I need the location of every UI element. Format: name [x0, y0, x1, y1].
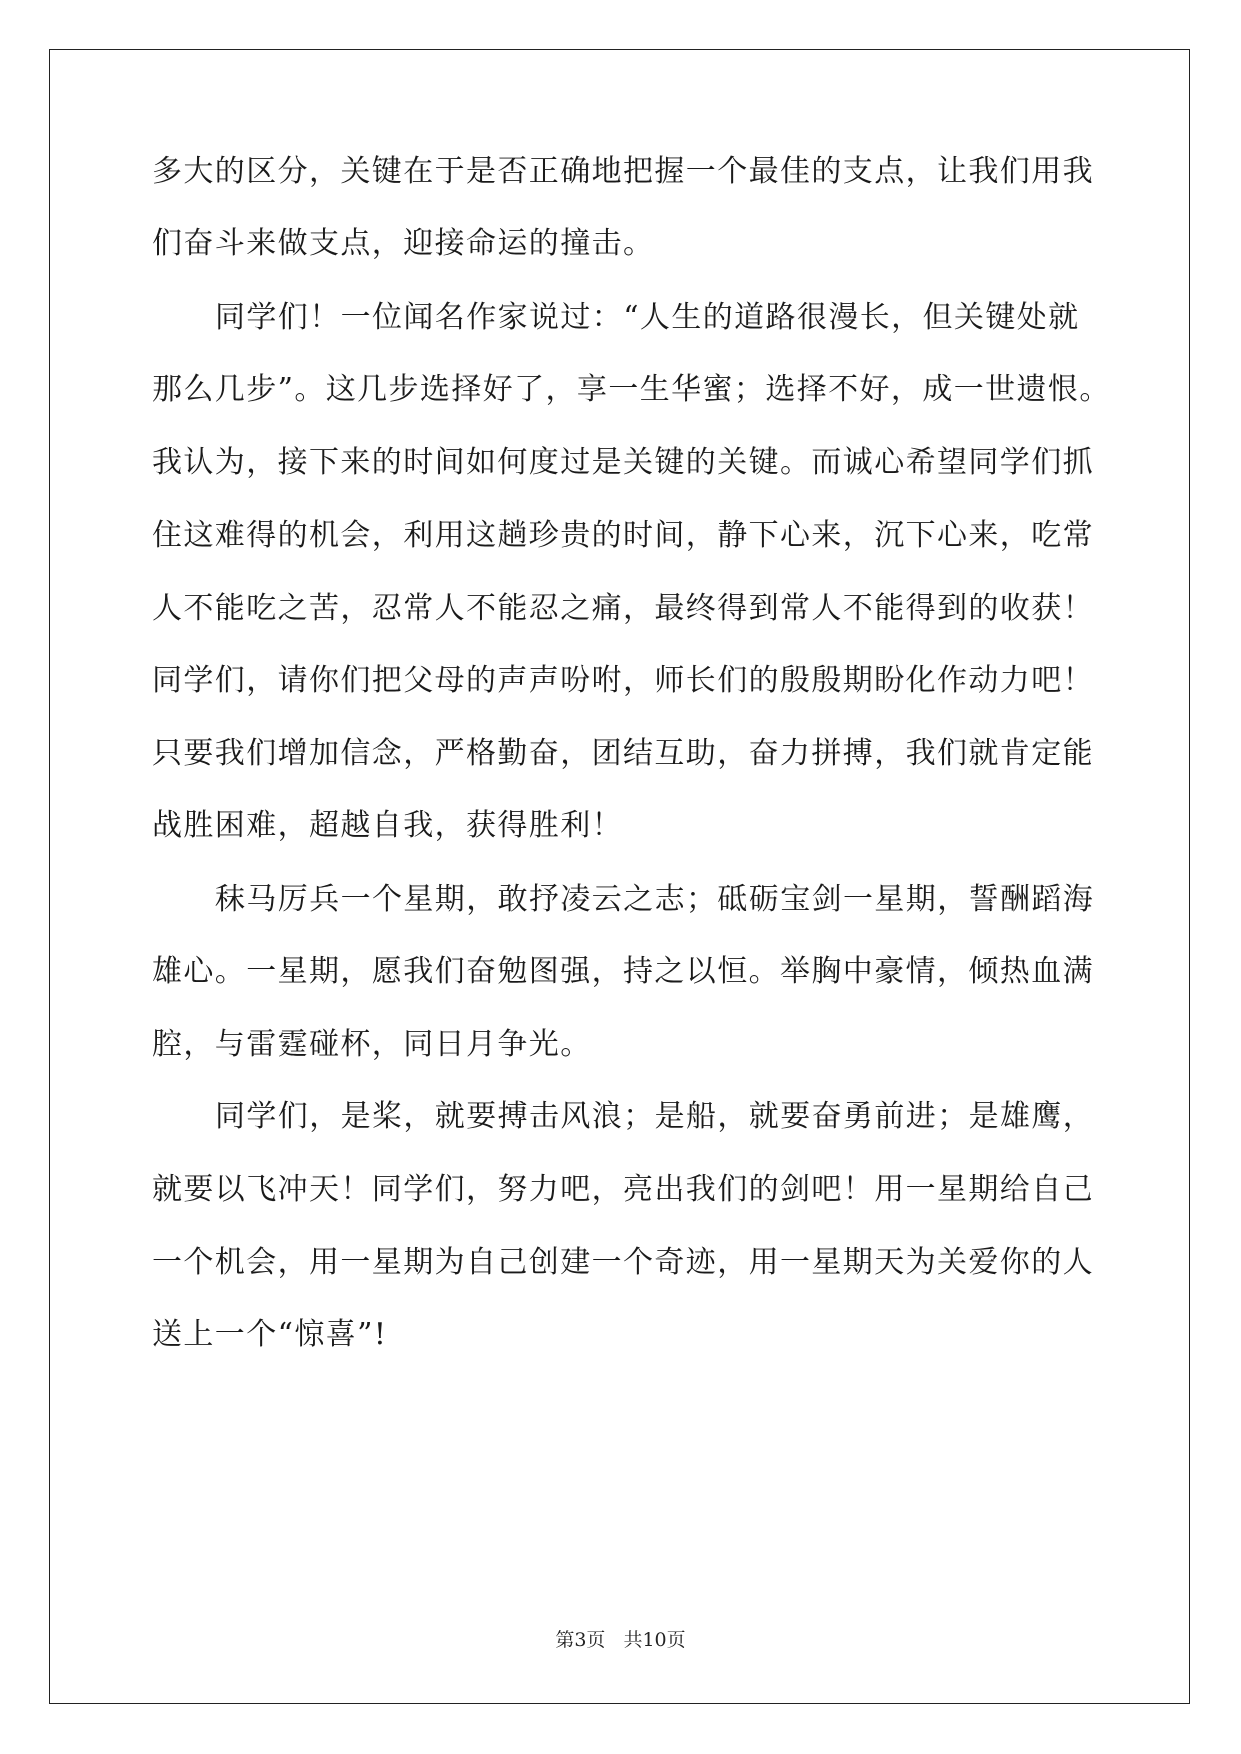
text-line: 战胜困难，超越自我，获得胜利！	[152, 808, 623, 843]
text-line: 我认为，接下来的时间如何度过是关键的关键。而诚心希望同学们抓	[152, 445, 1094, 480]
page-number: 第3页	[555, 1629, 606, 1651]
paragraph-first-line: 同学们，是桨，就要搏击风浪；是船，就要奋勇前进；是雄鹰，	[215, 1099, 1095, 1134]
text-line: 一个机会，用一星期为自己创建一个奇迹，用一星期天为关爱你的人	[152, 1245, 1094, 1280]
text-line: 们奋斗来做支点，迎接命运的撞击。	[152, 226, 655, 261]
text-line: 住这难得的机会，利用这趟珍贵的时间，静下心来，沉下心来，吃常	[152, 518, 1094, 553]
paragraph-first-line: 秣马厉兵一个星期，敢抒凌云之志；砥砺宝剑一星期，誓酬蹈海	[215, 882, 1095, 917]
page-total: 共10页	[623, 1629, 686, 1651]
text-line: 人不能吃之苦，忍常人不能忍之痛，最终得到常人不能得到的收获！	[152, 591, 1094, 626]
text-line: 那么几步”。这几步选择好了，享一生华蜜；选择不好，成一世遗恨。	[152, 372, 1111, 407]
text-line: 送上一个“惊喜”!	[152, 1317, 388, 1352]
paragraph-first-line: 同学们！一位闻名作家说过：“人生的道路很漫长，但关键处就	[215, 300, 1080, 335]
text-line: 只要我们增加信念，严格勤奋，团结互助，奋力拼搏，我们就肯定能	[152, 736, 1094, 771]
text-line: 多大的区分，关键在于是否正确地把握一个最佳的支点，让我们用我	[152, 154, 1094, 189]
text-line: 雄心。一星期，愿我们奋勉图强，持之以恒。举胸中豪情，倾热血满	[152, 954, 1094, 989]
text-line: 腔，与雷霆碰杯，同日月争光。	[152, 1027, 592, 1062]
text-line: 同学们，请你们把父母的声声吩咐，师长们的殷殷期盼化作动力吧！	[152, 663, 1094, 698]
page-footer	[0, 1625, 1241, 1652]
text-line: 就要以飞冲天！同学们，努力吧，亮出我们的剑吧！用一星期给自己	[152, 1172, 1094, 1207]
